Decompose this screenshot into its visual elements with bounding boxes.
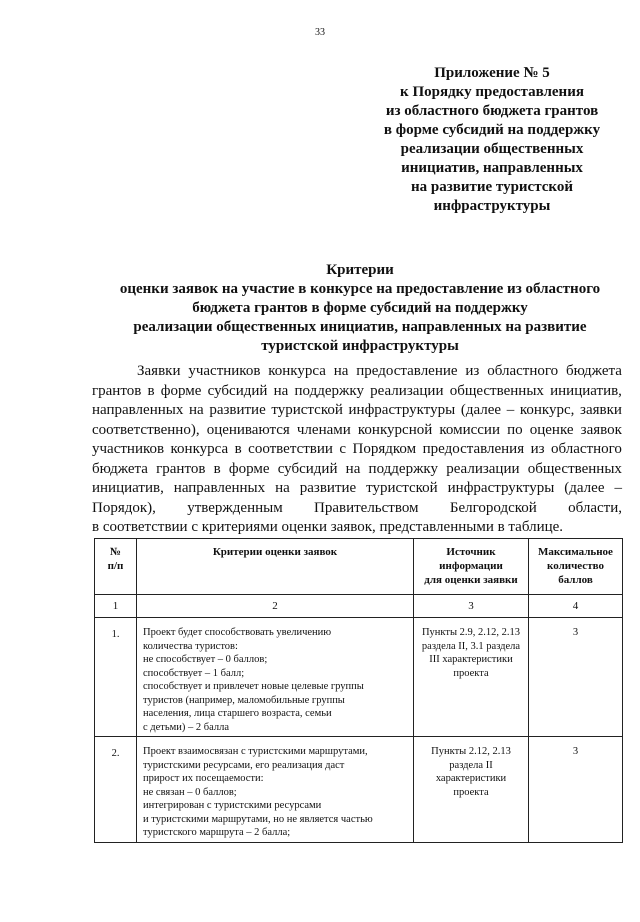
intro-word: – [506,402,515,418]
appendix-line: на развитие туристской [410,179,574,195]
appendix-line: инфраструктуры [433,198,551,214]
intro-word: соответственно), [92,421,200,438]
criteria-line: количества туристов: [143,640,238,652]
intro-word: с [339,441,347,457]
intro-line [92,401,622,421]
title-line: туристской инфраструктуры [261,338,459,354]
intro-word: общественных [527,460,622,477]
column-number: 2 [137,595,414,618]
intro-word: в [213,460,221,477]
intro-word: Белгородской [449,499,537,516]
header-line: № [109,546,122,558]
intro-line: в соответствии с критериями оценки заявок, представленными в таблице. [92,519,564,535]
intro-word: заявок [580,421,622,438]
intro-word: реализации [370,382,444,399]
intro-word: из [530,441,545,457]
intro-word: участников [92,441,165,457]
intro-word: общественных [449,382,544,399]
criteria-line: интегрирован с туристскими ресурсами [143,800,322,811]
appendix-line: Приложение № 5 [434,65,550,81]
intro-word: оцениваются [206,421,290,438]
row-number: 2. [95,737,137,843]
intro-word: предоставления [422,441,525,457]
source-line: раздела II [449,759,493,771]
column-number: 3 [414,595,529,618]
title-line: оценки заявок на участие в конкурсе на предоставление из областного [119,281,601,297]
intro-paragraph [92,362,622,538]
intro-word: в [234,441,242,457]
intro-word: форме [160,382,202,399]
intro-word: инициатив, [550,382,622,399]
intro-word: комиссии [439,421,500,438]
title-line: бюджета грантов в форме субсидий на поддержку [192,300,528,316]
criteria-line: и туристскими маршрутами, но не является частью [143,813,373,825]
intro-word: по [507,421,523,438]
intro-word: соответствии [248,441,333,457]
intro-word: областного [487,363,559,379]
intro-word: грантов [92,382,142,399]
header-line: количество [547,560,604,572]
table-row [95,737,623,843]
header-line: баллов [558,574,593,586]
header-line: для оценки заявки [424,574,518,586]
appendix-line: из областного бюджета грантов [385,103,599,119]
row-number: 1. [95,618,137,737]
row-source [414,618,529,737]
intro-word: членами [296,421,351,438]
intro-word: из [465,363,480,379]
title-line: Критерии [326,262,394,278]
intro-word: конкурса [170,441,229,457]
source-line: Пункты 2.12, 2.13 [431,746,511,757]
intro-word: инфраструктуры [447,480,555,496]
intro-word: инициатив, [92,480,164,496]
header-line: Максимальное [538,546,613,558]
row-max-score: 3 [529,737,623,843]
source-line: проекта [453,667,489,679]
intro-line [92,479,622,499]
intro-word: Заявки [137,363,181,379]
intro-word: области, [568,499,622,516]
column-number: 4 [529,595,623,618]
header-line: Источник [446,546,496,558]
source-line: Пункты 2.9, 2.12, 2.13 [421,627,521,638]
intro-word: на [333,363,349,379]
header-max-score [529,539,623,595]
intro-word: бюджета [565,363,622,379]
appendix-heading [360,64,624,216]
criteria-line: населения, лица старшего возраста, семьи [143,708,332,719]
criteria-line: с детьми) – 2 балла [143,721,230,733]
intro-word: развитие [299,480,357,496]
criteria-line: Проект взаимосвязан с туристскими маршрутами, [143,746,368,757]
intro-word: конкурса [268,363,326,379]
source-line: характеристики [435,773,507,784]
appendix-line: к Порядку предоставления [400,84,584,100]
criteria-line: способствует и привлечет новые целевые группы [143,681,364,692]
intro-word: на [275,480,290,496]
criteria-line: прирост их посещаемости: [143,773,264,784]
intro-word: в [147,382,155,399]
intro-line [92,362,622,382]
header-source [414,539,529,595]
table-header-row [95,539,623,595]
intro-word: туристской [366,480,438,496]
appendix-line: в форме субсидий на поддержку [383,122,601,138]
intro-word: форме [228,460,270,477]
header-criteria [137,539,414,595]
intro-word: конкурсной [357,421,433,438]
table-row [95,618,623,737]
intro-word: областного [550,441,622,457]
intro-word: реализации [446,460,520,477]
intro-word: субсидий [207,382,268,399]
header-line: п/п [107,560,124,572]
intro-word: на [345,460,361,477]
appendix-line: инициатив, направленных [401,160,583,176]
intro-line [92,382,622,402]
criteria-line: туристскими ресурсами, его реализация даст [143,759,345,771]
header-line: информации [439,560,503,572]
column-number-row [95,595,623,618]
intro-word: утвержденным [187,499,283,516]
intro-word: поддержку [294,382,364,399]
intro-word: (далее [564,480,605,496]
intro-word: Порядком [352,441,417,457]
column-number: 1 [95,595,137,618]
appendix-line: реализации общественных [400,141,584,157]
intro-word: туристской [271,402,343,418]
intro-word: предоставление [356,363,458,379]
criteria-line: способствует – 1 балл; [143,667,245,679]
criteria-line: не связан – 0 баллов; [143,786,237,798]
criteria-line: туристского маршрута – 2 балла; [143,827,291,838]
intro-word: заявки [580,402,622,418]
header-number [95,539,137,595]
row-criteria [137,737,414,843]
row-source [414,737,529,843]
intro-word: Порядок), [92,499,156,516]
criteria-line: туристов (например, маломобильные группы [143,694,345,706]
intro-word: направленных [92,402,184,418]
intro-word: на [188,402,204,418]
intro-line [92,499,622,519]
criteria-table [94,538,623,843]
document-title [100,261,620,356]
intro-word: участников [188,363,261,379]
source-line: раздела II, 3.1 раздела [421,640,521,652]
header-line: Критерии оценки заявок [212,546,338,558]
intro-word: – [614,480,622,496]
source-line: проекта [453,786,489,798]
intro-line [92,421,622,441]
criteria-line: не способствует – 0 баллов; [143,654,268,665]
intro-word: развитие [209,402,266,418]
criteria-line: Проект будет способствовать увеличению [143,627,332,638]
intro-word: инфраструктуры [348,402,456,418]
intro-word: на [273,382,289,399]
title-line: реализации общественных инициатив, направленных на развитие [133,319,587,335]
row-max-score: 3 [529,618,623,737]
intro-word: грантов [156,460,206,477]
intro-word: бюджета [92,460,148,477]
intro-word: (далее [460,402,502,418]
intro-line [92,460,622,480]
intro-word: направленных [173,480,266,496]
intro-word: поддержку [368,460,439,477]
row-criteria [137,618,414,737]
intro-word: конкурс, [519,402,575,418]
intro-word: Правительством [314,499,419,516]
intro-word: оценке [529,421,574,438]
source-line: III характеристики [429,654,513,665]
page-number: 33 [315,27,325,38]
intro-line [92,440,622,460]
intro-word: субсидий [277,460,338,477]
